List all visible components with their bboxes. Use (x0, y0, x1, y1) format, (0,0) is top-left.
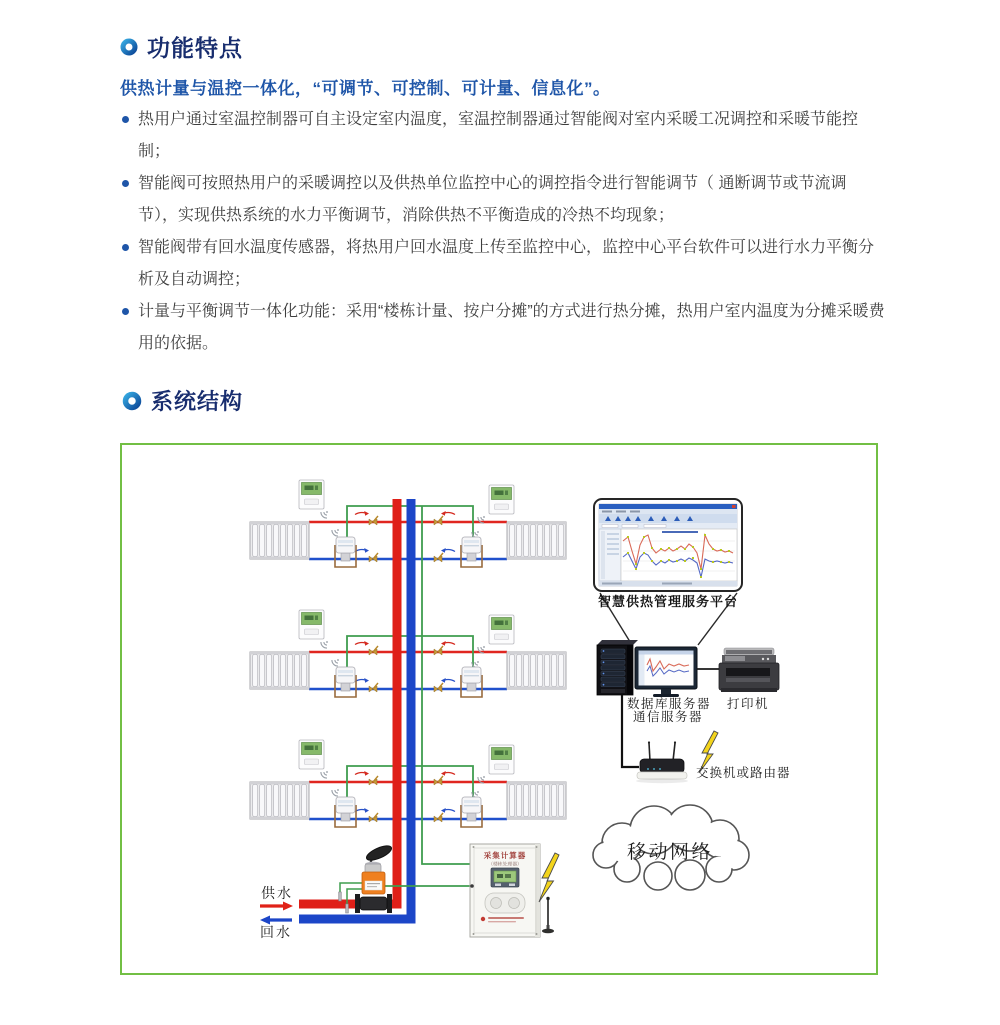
feature-bullet: 智能阀带有回水温度传感器，将热用户回水温度上传至监控中心，监控中心平台软件可以进行水力平衡分析及自动调控； (120, 232, 885, 296)
features-subtitle: 供热计量与温控一体化，“可调节、可控制、可计量、信息化”。 (120, 79, 611, 98)
server-monitor (635, 647, 697, 697)
collector-subtitle: （楼栋处理器） (488, 862, 522, 868)
supply-arrow-head (283, 902, 293, 911)
ring-icon (120, 38, 138, 56)
temp-sensor-pin (339, 892, 342, 901)
ring-icon (122, 391, 142, 411)
antenna (542, 897, 554, 934)
temp-sensor-pin (346, 904, 349, 913)
cloud-label: 移动网络 (626, 842, 714, 863)
brand-logo-icon (481, 917, 485, 921)
heat-meter-assembly (355, 843, 393, 913)
server-label-2: 通信服务器 (632, 710, 704, 724)
platform-label: 智慧供热管理服务平台 (597, 594, 739, 609)
structure-title: 系统结构 (151, 389, 244, 414)
feature-bullet: 智能阀可按照热用户的采暖调控以及供热单位监控中心的调控指令进行智能调节（ 通断调节或节流调节），实现供热系统的水力平衡调节，消除供热不平衡造成的冷热不均现象； (120, 168, 885, 232)
server-label-1: 数据库服务器 (626, 697, 712, 711)
supply-label: 供水 (261, 885, 293, 901)
router-label: 交换机或路由器 (696, 766, 791, 780)
feature-bullet: 热用户通过室温控制器可自主设定室内温度，室温控制器通过智能阀对室内采暖工况调控和采暖节能控制； (120, 104, 885, 168)
server-tower (597, 640, 638, 695)
platform-screenshot-callout (594, 499, 742, 591)
collector-box (470, 844, 540, 937)
feature-bullet: 计量与平衡调节一体化功能：采用“楼栋计量、按户分摊”的方式进行热分摊，热用户室内温度为分摊采暖费用的依据。 (120, 296, 885, 360)
lightning-icon (539, 853, 559, 902)
features-header (120, 30, 243, 63)
mobile-network-cloud (593, 805, 749, 890)
printer-label: 打印机 (726, 697, 770, 711)
structure-header (122, 385, 243, 416)
collector-title: 采集计算器 (483, 851, 527, 860)
system-diagram (122, 445, 876, 973)
system-diagram-frame (120, 443, 878, 975)
features-list (120, 104, 885, 360)
return-label: 回水 (260, 924, 292, 940)
printer (719, 648, 779, 692)
router (636, 741, 688, 783)
features-title: 功能特点 (147, 35, 243, 61)
